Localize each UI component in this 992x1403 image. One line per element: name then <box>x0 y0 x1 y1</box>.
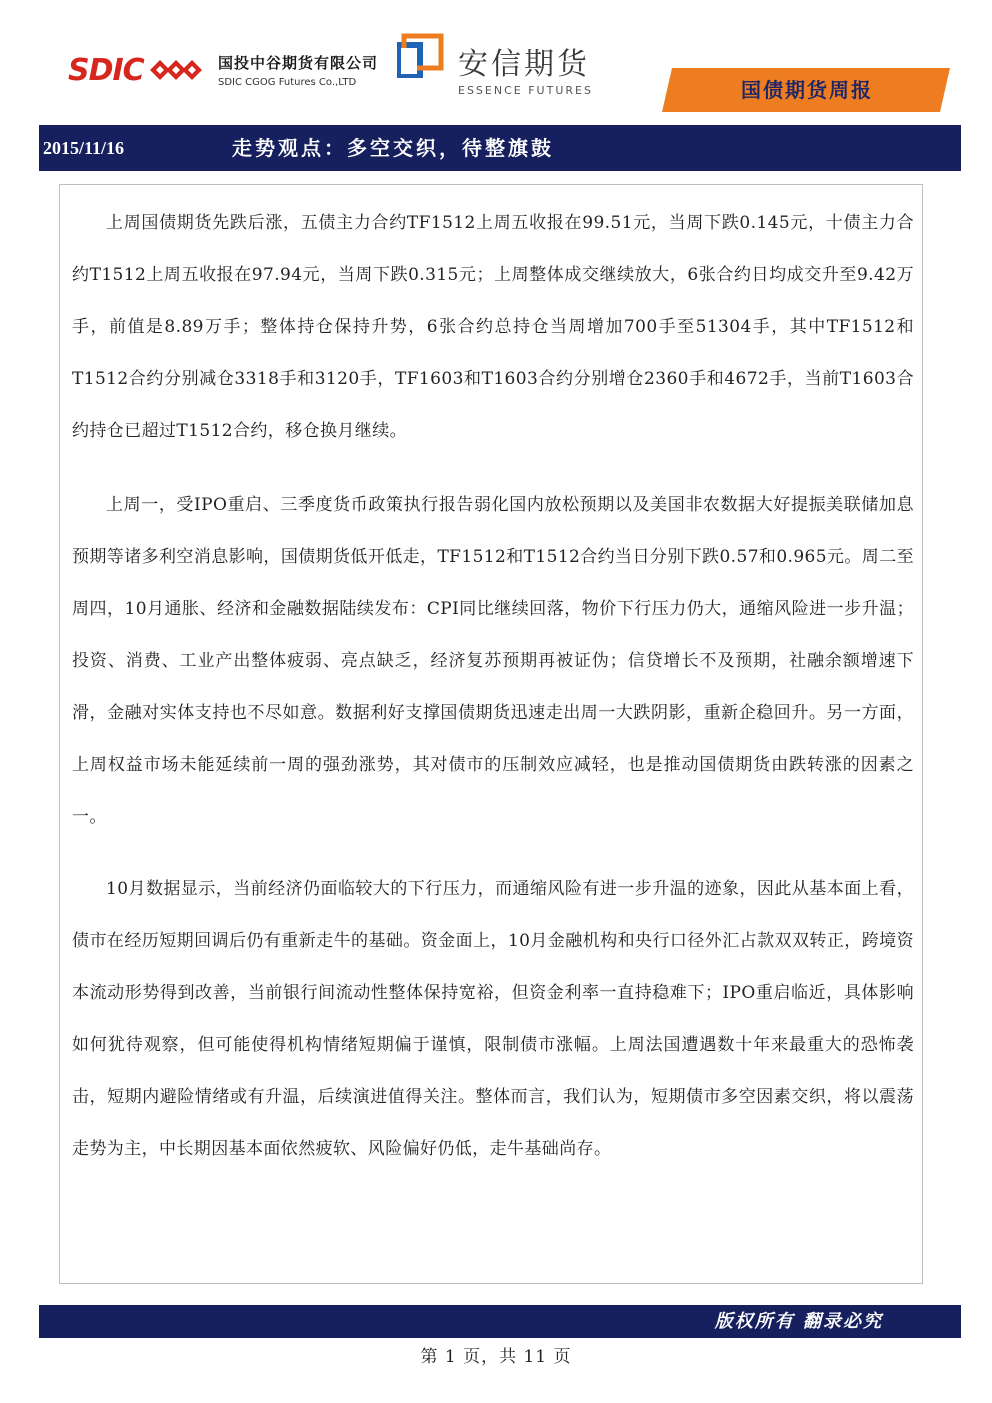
paragraph-2: 上周一，受IPO重启、三季度货币政策执行报告弱化国内放松预期以及美国非农数据大好提振美联储加息预期等诸多利空消息影响，国债期货低开低走，TF1512和T1512合约当日分别下跌0.57和0.965元。周二至周四，10月通胀、经济和金融数据陆续发布：CPI同比继续回落，物价下行压力仍大，通缩风险进一步升温；投资、消费、工业产出整体疲弱、亮点缺乏，经济复苏预期再被证伪；信贷增长不及预期，社融余额增速下滑，金融对实体支持也不尽如意。数据利好支撑国债期货迅速走出周一大跌阴影，重新企稳回升。另一方面，上周权益市场未能延续前一周的强劲涨势，其对债市的压制效应减轻，也是推动国债期货由跌转涨的因素之一。 <box>72 495 914 827</box>
essence-logo-text <box>458 48 593 97</box>
sdic-company-name <box>218 52 378 88</box>
page-number: 第 1 页，共 11 页 <box>420 1347 572 1367</box>
essence-name-cn: 安信期货 <box>458 47 590 82</box>
viewpoint-title: 走势观点：多空交织，待整旗鼓 <box>232 136 554 160</box>
copyright-notice: 版权所有 翻录必究 <box>714 1311 883 1332</box>
footer-bar <box>39 1305 961 1338</box>
sdic-company-en: SDIC CGOG Futures Co.,LTD <box>218 77 357 88</box>
sdic-company-cn: 国投中谷期货有限公司 <box>218 54 379 72</box>
essence-logo-icon <box>395 32 445 82</box>
paragraph-3: 10月数据显示，当前经济仍面临较大的下行压力，而通缩风险有进一步升温的迹象，因此从基本面上看，债市在经历短期回调后仍有重新走牛的基础。资金面上，10月金融机构和央行口径外汇占款双双转正，跨境资本流动形势得到改善，当前银行间流动性整体保持宽裕，但资金利率一直持稳难下；IPO重启临近，具体影响如何犹待观察，但可能使得机构情绪短期偏于谨慎，限制债市涨幅。上周法国遭遇数十年来最重大的恐怖袭击，短期内避险情绪或有升温，后续演进值得关注。整体而言，我们认为，短期债市多空因素交织，将以震荡走势为主，中长期因基本面依然疲软、风险偏好仍低，走牛基础尚存。 <box>72 879 914 1159</box>
essence-name-en: ESSENCE FUTURES <box>458 84 593 97</box>
report-type-tag <box>662 68 950 112</box>
paragraph-1: 上周国债期货先跌后涨，五债主力合约TF1512上周五收报在99.51元，当周下跌0.145元，十债主力合约T1512上周五收报在97.94元，当周下跌0.315元；上周整体成交继续放大，6张合约日均成交升至9.42万手，前值是8.89万手；整体持仓保持升势，6张合约总持仓当周增加700手至51304手，其中TF1512和T1512合约分别减仓3318手和3120手，TF1603和T1603合约分别增仓2360手和4672手，当前T1603合约持仓已超过T1512合约，移仓换月继续。 <box>72 213 914 441</box>
sdic-logo-text: SDIC <box>68 52 144 88</box>
report-date: 2015/11/16 <box>43 138 125 158</box>
sdic-diamond-icon <box>148 53 206 87</box>
sdic-logo <box>68 50 206 90</box>
report-type-label: 国债期货周报 <box>741 78 873 102</box>
content-box <box>59 184 923 1284</box>
title-bar <box>39 125 961 171</box>
